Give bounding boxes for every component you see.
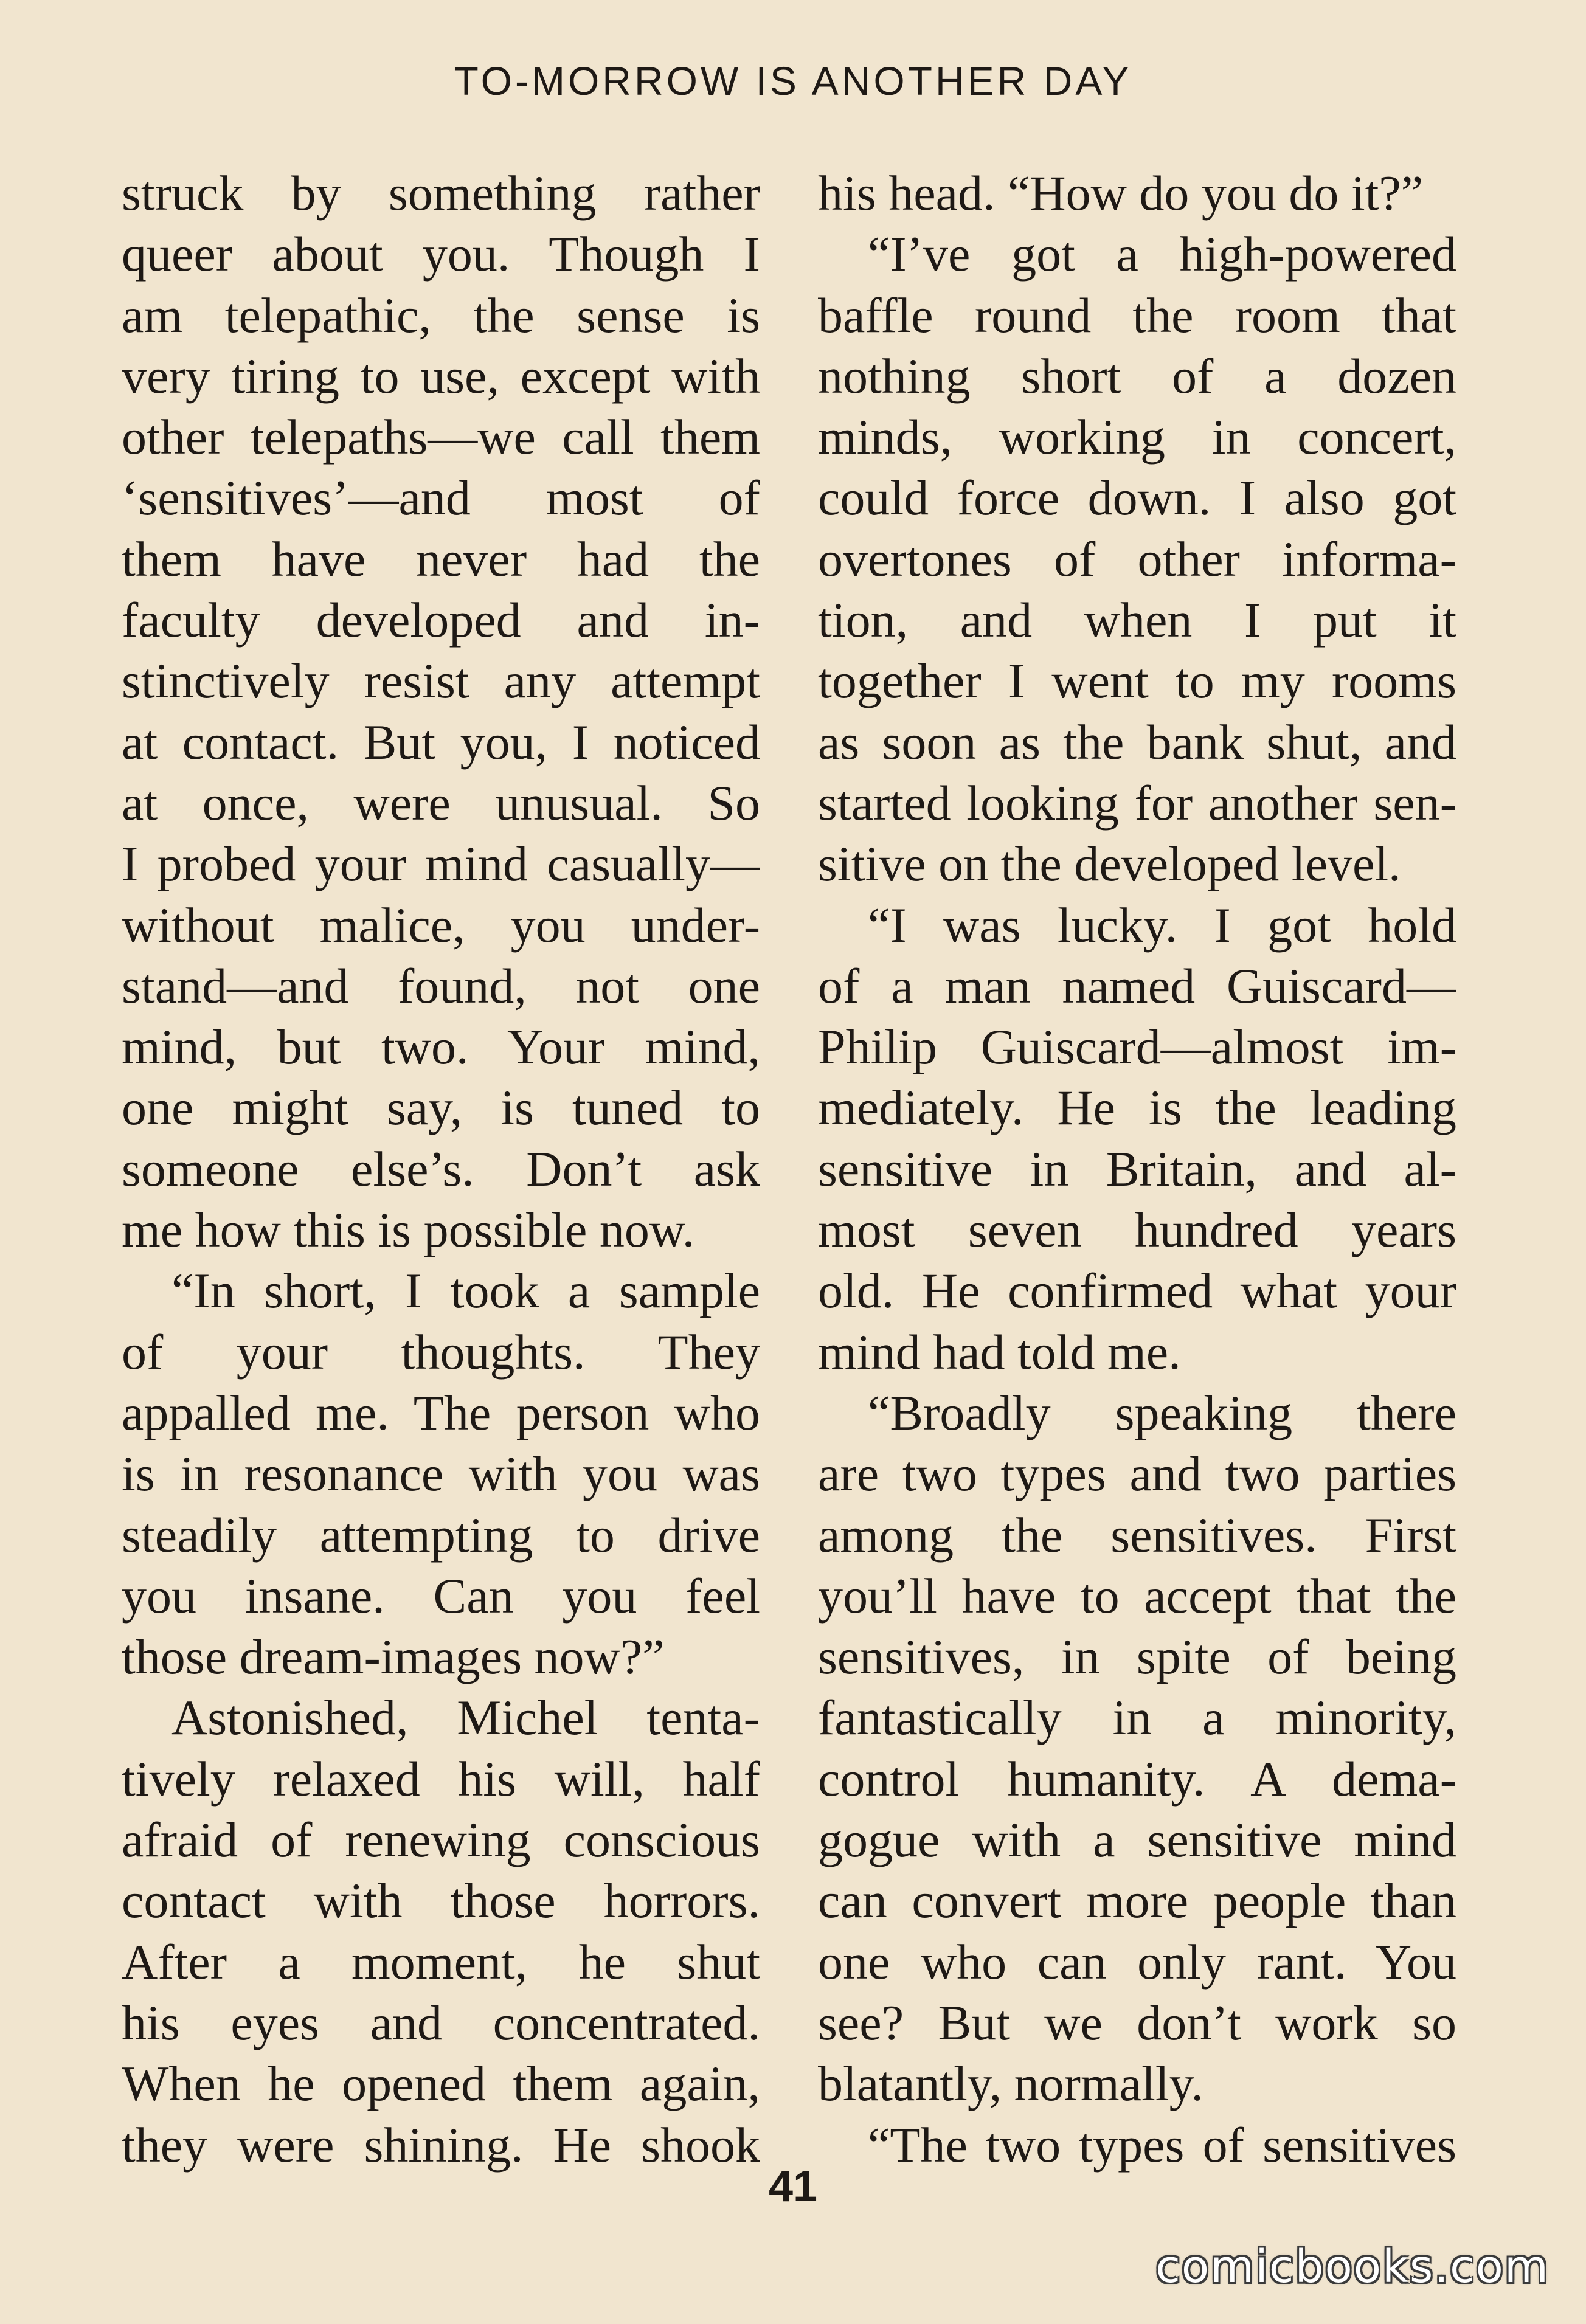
text-line: me how this is possible now. — [122, 1202, 695, 1258]
text-line: afraid of renewing conscious — [122, 1812, 760, 1868]
text-line: steadily attempting to drive — [122, 1507, 760, 1563]
text-line: mind had told me. — [818, 1324, 1181, 1380]
text-line: sensitive in Britain, and al- — [818, 1141, 1456, 1197]
text-line: When he opened them again, — [122, 2056, 760, 2112]
text-line: ‘sensitives’—and most of — [122, 470, 760, 526]
text-line: other telepaths—we call them — [122, 409, 760, 465]
text-line: of your thoughts. They — [122, 1324, 760, 1380]
text-line: someone else’s. Don’t ask — [122, 1141, 760, 1197]
text-line: control humanity. A dema- — [818, 1751, 1456, 1807]
text-line: baffle round the room that — [818, 287, 1456, 343]
text-line: you’ll have to accept that the — [818, 1568, 1456, 1624]
text-line: of a man named Guiscard— — [818, 958, 1456, 1014]
watermark: comicbooks.com — [1155, 2241, 1550, 2293]
text-line: “I’ve got a high-powered — [868, 226, 1456, 282]
text-line: fantastically in a minority, — [818, 1690, 1456, 1746]
text-line: tively relaxed his will, half — [122, 1751, 760, 1807]
text-line: gogue with a sensitive mind — [818, 1812, 1456, 1868]
text-line: queer about you. Though I — [122, 226, 760, 282]
text-line: are two types and two parties — [818, 1446, 1456, 1502]
text-line: mediately. He is the leading — [818, 1080, 1456, 1136]
text-line: I probed your mind casually— — [122, 836, 760, 892]
text-line: started looking for another sen- — [818, 775, 1456, 831]
text-line: those dream-images now?” — [122, 1629, 665, 1685]
text-line: struck by something rather — [122, 165, 760, 221]
left-text-column — [122, 163, 760, 2176]
text-line: without malice, you under- — [122, 897, 760, 953]
text-line: his head. “How do you do it?” — [818, 165, 1424, 221]
text-line: “In short, I took a sample — [171, 1263, 760, 1319]
page-number: 41 — [768, 2162, 818, 2211]
text-line: stand—and found, not one — [122, 958, 760, 1014]
text-line: could force down. I also got — [818, 470, 1456, 526]
text-line: sensitives, in spite of being — [818, 1629, 1456, 1685]
text-line: very tiring to use, except with — [122, 348, 760, 404]
text-line: appalled me. The person who — [122, 1385, 760, 1440]
text-line: stinctively resist any attempt — [122, 653, 760, 709]
text-line: am telepathic, the sense is — [122, 287, 760, 343]
text-line: old. He confirmed what your — [818, 1263, 1456, 1319]
text-line: faculty developed and in- — [122, 592, 760, 648]
text-line: they were shining. He shook — [122, 2117, 760, 2173]
text-line: nothing short of a dozen — [818, 348, 1456, 404]
text-line: “Broadly speaking there — [868, 1385, 1456, 1440]
text-line: together I went to my rooms — [818, 653, 1456, 709]
text-line: tion, and when I put it — [818, 592, 1456, 648]
text-line: sitive on the developed level. — [818, 836, 1401, 892]
text-line: mind, but two. Your mind, — [122, 1019, 760, 1075]
text-line: “The two types of sensitives — [868, 2117, 1456, 2173]
running-header: TO-MORROW IS ANOTHER DAY — [454, 58, 1132, 103]
text-line: most seven hundred years — [818, 1202, 1456, 1258]
right-text-column — [818, 163, 1456, 2176]
text-line: After a moment, he shut — [122, 1934, 760, 1990]
text-line: as soon as the bank shut, and — [818, 714, 1456, 770]
text-line: Philip Guiscard—almost im- — [818, 1019, 1456, 1075]
text-line: at once, were unusual. So — [122, 775, 760, 831]
text-line: “I was lucky. I got hold — [868, 897, 1456, 953]
text-line: contact with those horrors. — [122, 1873, 760, 1929]
text-line: among the sensitives. First — [818, 1507, 1456, 1563]
text-line: can convert more people than — [818, 1873, 1456, 1929]
text-line: Astonished, Michel tenta- — [171, 1690, 760, 1746]
text-line: them have never had the — [122, 531, 760, 587]
text-line: overtones of other informa- — [818, 531, 1456, 587]
text-line: one who can only rant. You — [818, 1934, 1456, 1990]
text-line: his eyes and concentrated. — [122, 1994, 760, 2050]
text-line: one might say, is tuned to — [122, 1080, 760, 1136]
text-line: blatantly, normally. — [818, 2056, 1203, 2112]
text-line: minds, working in concert, — [818, 409, 1456, 465]
text-line: see? But we don’t work so — [818, 1994, 1456, 2050]
text-line: at contact. But you, I noticed — [122, 714, 760, 770]
text-line: you insane. Can you feel — [122, 1568, 760, 1624]
text-line: is in resonance with you was — [122, 1446, 760, 1502]
